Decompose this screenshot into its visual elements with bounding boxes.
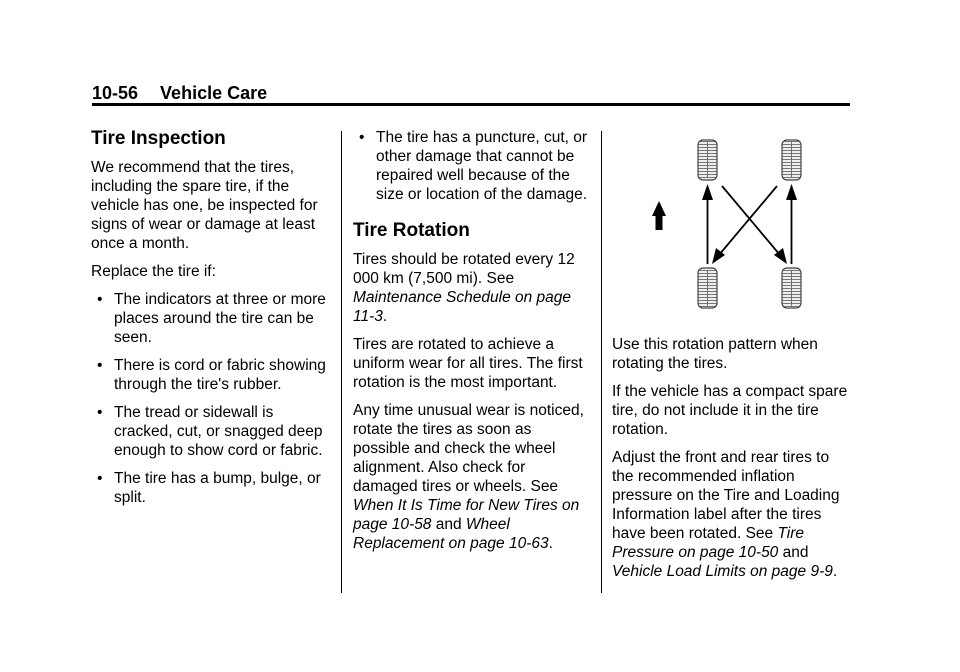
rotation-pattern-text: Use this rotation pattern when rotating the tires.	[612, 336, 818, 372]
tire-rotation-diagram	[640, 126, 840, 326]
column-divider	[601, 131, 602, 593]
bullet-icon: •	[97, 357, 103, 374]
list-item: • The tire has a puncture, cut, or other damage that cannot be repaired well because of the size or location of the damage.	[359, 129, 588, 203]
tire-pressure-link[interactable]: Tire Pressure on page 10-50	[612, 525, 805, 561]
tire-inspection-heading: Tire Inspection	[91, 128, 226, 149]
inflation-text: Adjust the front and rear tires to the recommended inflation pressure on the Tire and Loading Information label after the tires have been rotated. See Tire Pressure on page 10-50 and Vehicle Load Limits on page 9-9.	[612, 449, 840, 580]
column-divider	[341, 131, 342, 593]
list-item: • The tire has a bump, bulge, or split.	[97, 470, 321, 506]
tire-rear-right-icon	[782, 268, 801, 308]
inspection-intro: We recommend that the tires, including the spare tire, if the vehicle has one, be inspected for signs of wear or damage at least once a month.	[91, 159, 318, 252]
wheel-replacement-link[interactable]: Wheel Replacement on page 10-63	[353, 516, 549, 552]
unusual-wear-text: Any time unusual wear is noticed, rotate the tires as soon as possible and check the wheel alignment. Also check for damaged tires or wheels. See When It Is Time for New Tires on page 10-58 and Wheel Replacement on page 10-63.	[353, 402, 584, 552]
tire-front-right-icon	[782, 140, 801, 180]
bullet-icon: •	[97, 404, 103, 421]
right-up-arrow-icon	[786, 184, 797, 264]
bullet-icon: •	[359, 129, 365, 146]
bullet-icon: •	[97, 470, 103, 487]
page-header	[92, 83, 267, 104]
replace-intro: Replace the tire if:	[91, 263, 216, 280]
column-1	[91, 128, 329, 516]
list-item: • The indicators at three or more places around the tire can be seen.	[97, 291, 326, 346]
list-item: • The tread or sidewall is cracked, cut, or snagged deep enough to show cord or fabric.	[97, 404, 323, 459]
page-number: 10-56	[92, 83, 139, 103]
compact-spare-text: If the vehicle has a compact spare tire, do not include it in the tire rotation.	[612, 383, 848, 438]
section-title: Vehicle Care	[160, 83, 268, 103]
cross-to-rear-left-arrow-icon	[712, 186, 777, 264]
rotation-interval: Tires should be rotated every 12 000 km (7,500 mi). See Maintenance Schedule on page 11-3.	[353, 251, 575, 325]
new-tires-link[interactable]: When It Is Time for New Tires on page 10-58	[353, 497, 580, 533]
left-up-arrow-icon	[702, 184, 713, 264]
tire-rotation-heading: Tire Rotation	[353, 220, 470, 241]
column-2	[353, 128, 591, 562]
vehicle-forward-direction-icon	[652, 201, 666, 230]
cross-to-rear-right-arrow-icon	[722, 186, 787, 264]
list-item: • There is cord or fabric showing through the tire's rubber.	[97, 357, 326, 393]
replace-list-continued	[353, 128, 591, 204]
tire-rear-left-icon	[698, 268, 717, 308]
tire-front-left-icon	[698, 140, 717, 180]
replace-list	[91, 290, 329, 507]
bullet-icon: •	[97, 291, 103, 308]
load-limits-link[interactable]: Vehicle Load Limits on page 9-9	[612, 563, 833, 580]
rotation-purpose: Tires are rotated to achieve a uniform wear for all tires. The first rotation is the most important.	[353, 336, 583, 391]
header-rule	[92, 103, 850, 106]
maintenance-schedule-link[interactable]: Maintenance Schedule on page 11-3	[353, 289, 572, 325]
column-3	[612, 128, 850, 590]
